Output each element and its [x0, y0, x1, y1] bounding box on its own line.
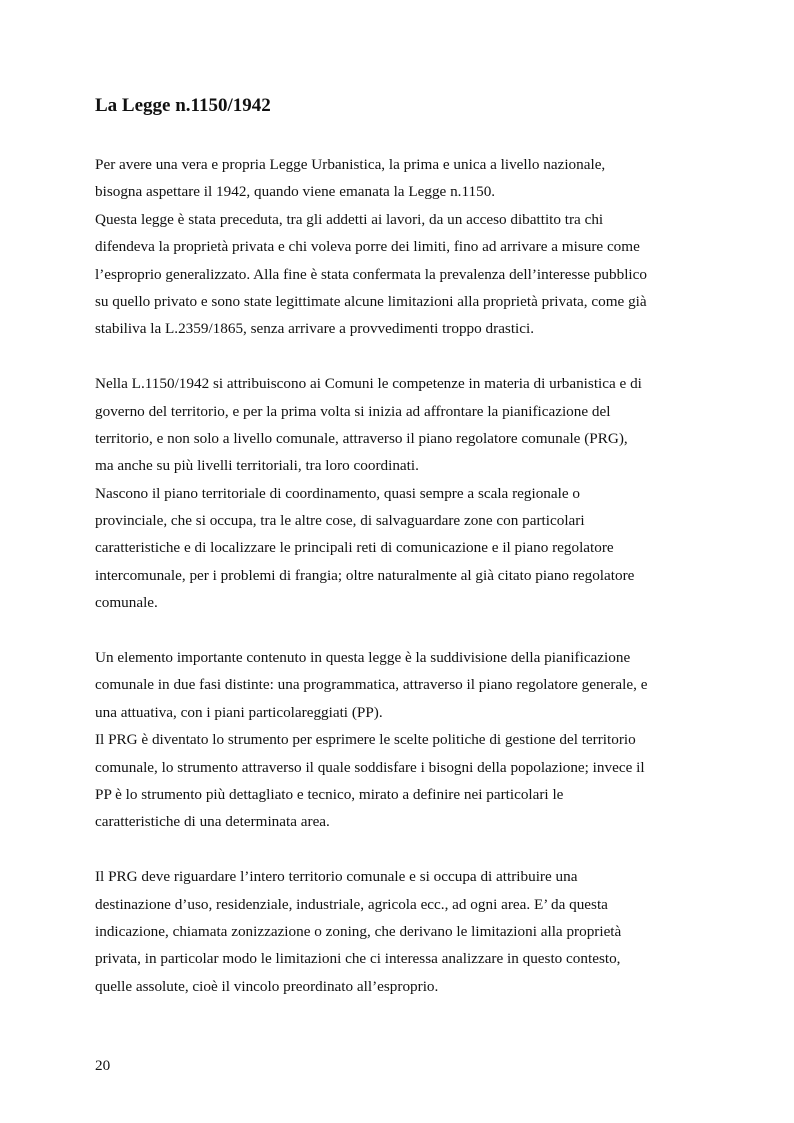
text-line: su quello privato e sono state legittimate alcune limitazioni alla proprietà privata, come già — [95, 292, 647, 310]
text-line: destinazione d’uso, residenziale, industriale, agricola ecc., ad ogni area. E’ da questa — [95, 895, 608, 913]
text-line: Il PRG è diventato lo strumento per esprimere le scelte politiche di gestione del territorio — [95, 731, 636, 749]
paragraph-gap — [95, 617, 695, 644]
text-line: Un elemento importante contenuto in questa legge è la suddivisione della pianificazione — [95, 649, 631, 667]
text-line: ma anche su più livelli territoriali, tra loro coordinati. — [95, 457, 419, 475]
text-line: intercomunale, per i problemi di frangia; oltre naturalmente al già citato piano regolatore — [95, 566, 635, 584]
text-line: caratteristiche di una determinata area. — [95, 813, 330, 831]
text-line: comunale. — [95, 594, 158, 612]
text-line: Nascono il piano territoriale di coordinamento, quasi sempre a scala regionale o — [95, 484, 580, 502]
section-title: La Legge n.1150/1942 — [95, 95, 271, 116]
paragraph-gap — [95, 343, 695, 370]
text-line: comunale, lo strumento attraverso il quale soddisfare i bisogni della popolazione; invece il — [95, 758, 645, 776]
text-line: Il PRG deve riguardare l’intero territorio comunale e si occupa di attribuire una — [95, 868, 578, 886]
body-text — [95, 151, 695, 1000]
text-line: l’esproprio generalizzato. Alla fine è stata confermata la prevalenza dell’interesse pubblico — [95, 265, 647, 283]
text-line: comunale in due fasi distinte: una programmatica, attraverso il piano regolatore generale, e — [95, 676, 648, 694]
text-line: quelle assolute, cioè il vincolo preordinato all’esproprio. — [95, 977, 439, 995]
text-line: caratteristiche e di localizzare le principali reti di comunicazione e il piano regolatore — [95, 539, 614, 557]
text-line: una attuativa, con i piani particolareggiati (PP). — [95, 703, 383, 721]
text-line: difendeva la proprietà privata e chi voleva porre dei limiti, fino ad arrivare a misure come — [95, 238, 640, 256]
text-line: indicazione, chiamata zonizzazione o zoning, che derivano le limitazioni alla proprietà — [95, 922, 622, 940]
text-line: territorio, e non solo a livello comunale, attraverso il piano regolatore comunale (PRG), — [95, 429, 628, 447]
text-line: Nella L.1150/1942 si attribuiscono ai Comuni le competenze in materia di urbanistica e di — [95, 375, 642, 393]
paragraph-gap — [95, 836, 695, 863]
text-line: PP è lo strumento più dettagliato e tecnico, mirato a definire nei particolari le — [95, 785, 564, 803]
text-line: governo del territorio, e per la prima volta si inizia ad affrontare la pianificazione del — [95, 402, 611, 420]
text-line: provinciale, che si occupa, tra le altre cose, di salvaguardare zone con particolari — [95, 512, 585, 530]
page-number: 20 — [95, 1057, 111, 1074]
text-line: Per avere una vera e propria Legge Urbanistica, la prima e unica a livello nazionale, — [95, 156, 606, 173]
text-line: stabiliva la L.2359/1865, senza arrivare a provvedimenti troppo drastici. — [95, 320, 535, 338]
text-line: bisogna aspettare il 1942, quando viene emanata la Legge n.1150. — [95, 183, 496, 201]
text-line: Questa legge è stata preceduta, tra gli addetti ai lavori, da un acceso dibattito tra chi — [95, 210, 604, 228]
text-line: privata, in particolar modo le limitazioni che ci interessa analizzare in questo contesto, — [95, 950, 621, 968]
